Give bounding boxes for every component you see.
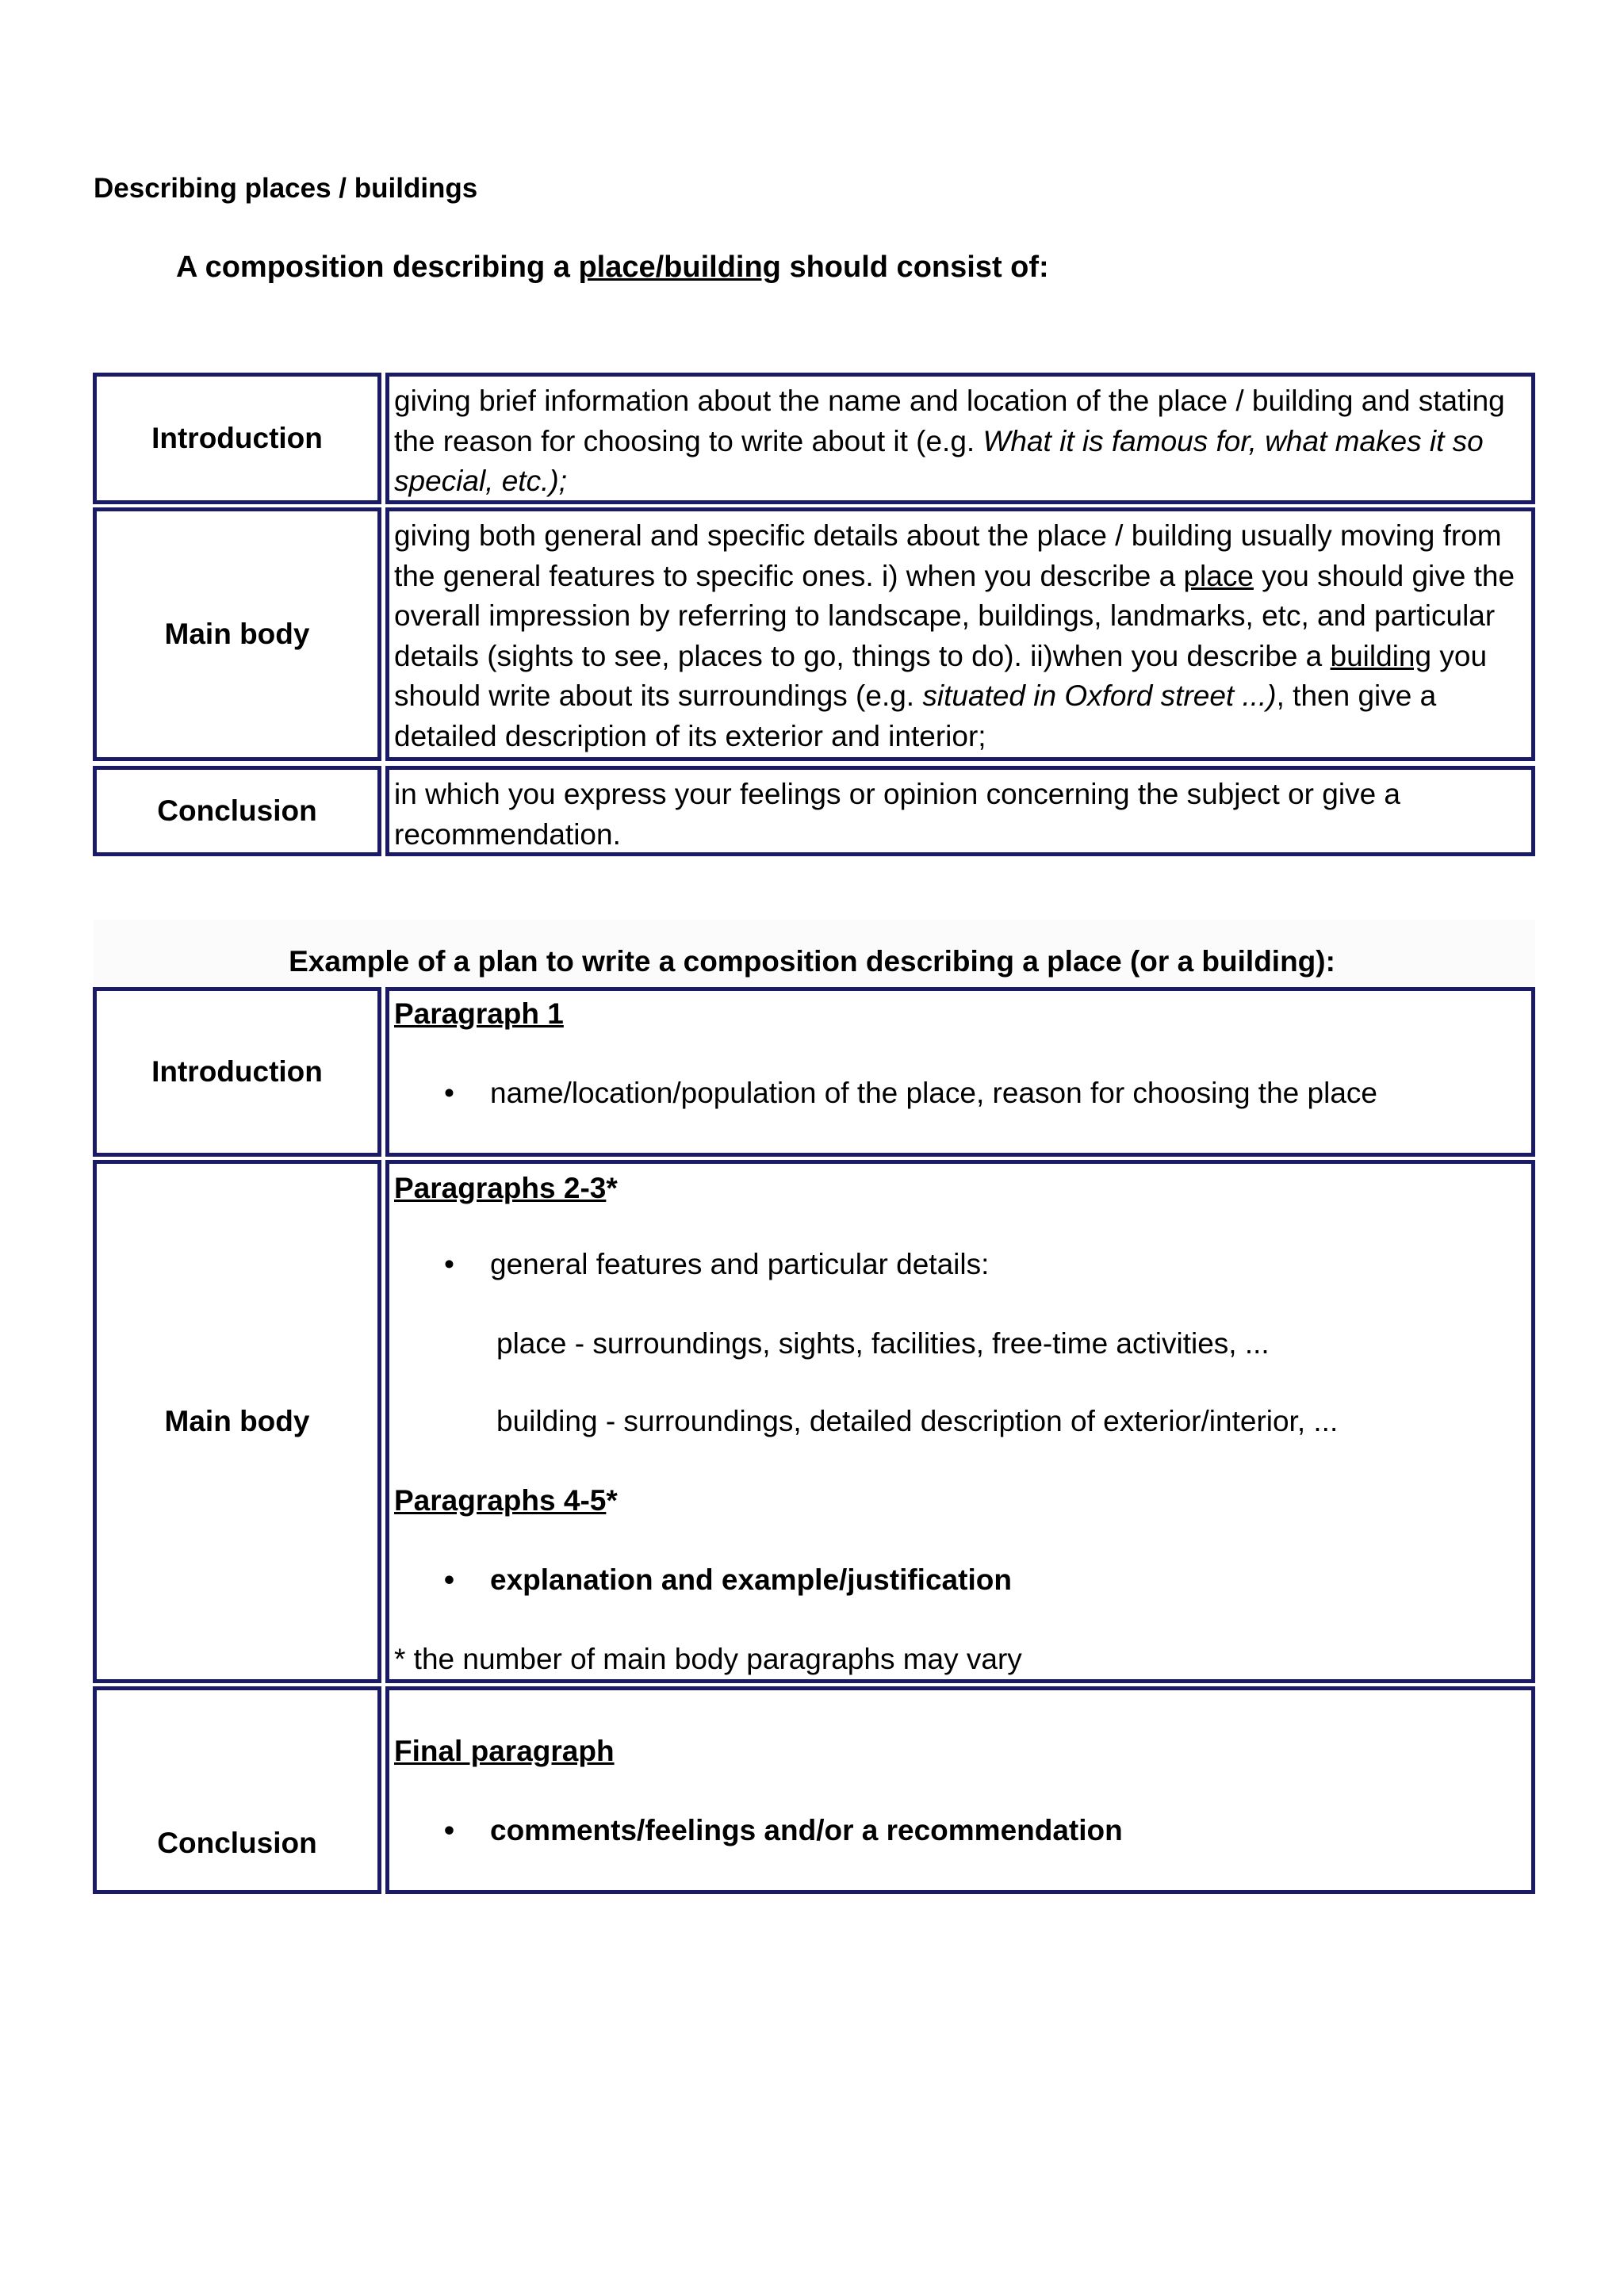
structure-conclusion-label: Conclusion <box>93 766 381 856</box>
subtitle-text-pre: A composition describing a <box>176 251 579 284</box>
plan-conclusion-cell <box>385 1686 1535 1894</box>
plan-introduction-bullet: • name/location/population of the place, reason for choosing the place <box>490 1077 1377 1110</box>
plan-heading: Example of a plan to write a composition describing a place (or a building): <box>289 945 1335 978</box>
subtitle-underlined: place/building <box>578 251 781 284</box>
subtitle-text-post: should consist of: <box>780 251 1049 284</box>
structure-introduction-label: Introduction <box>93 373 381 504</box>
plan-conclusion-label: Conclusion <box>93 1686 381 1894</box>
plan-main-body-sub-place: place - surroundings, sights, facilities, free-time activities, ... <box>496 1327 1270 1360</box>
page-title: Describing places / buildings <box>94 173 478 204</box>
plan-paragraphs-2-3-heading: Paragraphs 2-3* <box>394 1172 618 1204</box>
place-underlined: place <box>1183 559 1254 592</box>
plan-introduction-label: Introduction <box>93 987 381 1157</box>
plan-paragraph-1-heading: Paragraph 1 <box>394 997 564 1030</box>
plan-introduction-cell <box>385 987 1535 1157</box>
structure-conclusion-text: in which you express your feelings or opinion concerning the subject or give a recommendation. <box>385 766 1535 856</box>
plan-main-body-cell <box>385 1160 1535 1683</box>
structure-main-body-text: giving both general and specific details about the place / building usually moving from the general features to specific ones. i) when you describe a place you should give the overall impression by referring to landscape, buildings, landmarks, etc, and particular details (sights to see, places to go, things to do). ii)when you describe a building you should write about its surroundings (e.g. situated in Oxford street ...), then give a detailed description of its exterior and interior; <box>385 507 1535 761</box>
plan-conclusion-bullet: • comments/feelings and/or a recommendation <box>490 1814 1123 1847</box>
plan-main-body-bullet-1: • general features and particular details: <box>490 1248 989 1281</box>
structure-main-body-label: Main body <box>93 507 381 761</box>
structure-introduction-text: giving brief information about the name and location of the place / building and stating the reason for choosing to write about it (e.g. What it is famous for, what makes it so special, etc.); <box>385 373 1535 504</box>
plan-main-body-sub-building: building - surroundings, detailed description of exterior/interior, ... <box>496 1405 1339 1437</box>
page-subtitle <box>176 251 1049 285</box>
plan-paragraphs-4-5-heading: Paragraphs 4-5* <box>394 1484 618 1517</box>
plan-main-body-bullet-2: • explanation and example/justification <box>490 1563 1012 1597</box>
building-underlined: building <box>1330 639 1432 672</box>
plan-main-body-label: Main body <box>93 1160 381 1683</box>
plan-final-paragraph-heading: Final paragraph <box>394 1735 615 1767</box>
plan-main-body-note: * the number of main body paragraphs may vary <box>394 1643 1022 1675</box>
